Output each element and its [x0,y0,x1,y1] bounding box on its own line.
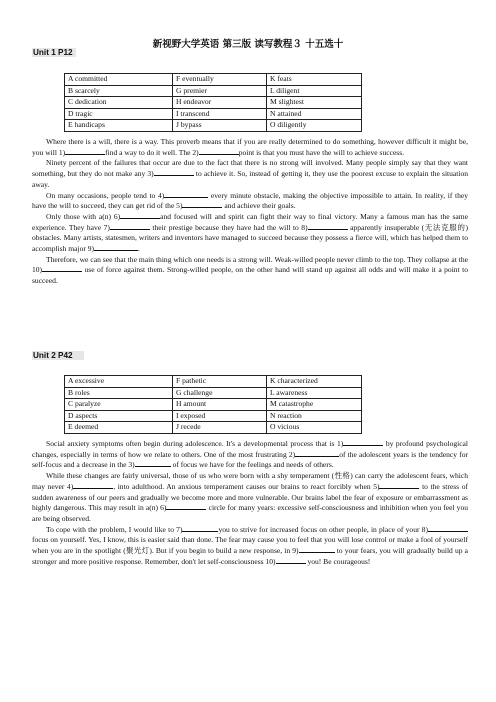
answer-blank[interactable] [154,169,194,176]
word-option: L diligent [267,85,362,97]
word-option: O diligently [267,120,362,132]
table-row [65,422,362,434]
unit2-heading: Unit 2 P42 [32,351,84,360]
table-row [65,410,362,422]
answer-blank[interactable] [120,212,160,219]
paragraph: Ninety percent of the failures that occur are due to the fact that there is no strong will involved. Many people simply say that they want something, but they do not make any 3) to achieve it. So, instead of getting it, they use the poorest excuse to explain the situation away. [32,158,468,189]
word-option: A committed [65,74,173,86]
answer-blank[interactable] [379,482,419,489]
unit1-passage [32,137,468,287]
table-row [65,387,362,399]
word-option: B scarcely [65,85,173,97]
answer-blank[interactable] [73,482,113,489]
table-row [65,376,362,388]
word-option: K characterized [267,376,362,388]
answer-blank[interactable] [110,223,150,230]
word-option: E handicaps [65,120,173,132]
word-option: H endeavor [173,97,267,109]
answer-blank[interactable] [65,148,105,155]
answer-blank[interactable] [428,525,468,532]
table-row [65,120,362,132]
word-option: J recede [173,422,267,434]
word-option: O vicious [267,422,362,434]
answer-blank[interactable] [164,191,208,198]
answer-blank[interactable] [276,557,306,564]
table-row [65,399,362,411]
unit2-word-bank [64,375,362,434]
unit1-heading: Unit 1 P12 [32,48,76,57]
word-option: K feats [267,74,362,86]
paragraph: On many occasions, people tend to 4) every minute obstacle, making the objective impossible to attain. In reality, if they have the will to succeed, they can get rid of the 5) and achieve their goals. [32,190,468,211]
answer-blank[interactable] [295,450,339,457]
unit1-word-bank [64,73,362,132]
word-option: E deemed [65,422,173,434]
word-option: C paralyze [65,399,173,411]
paragraph: Where there is a will, there is a way. This proverb means that if you are really determined to do something, however difficult it might be, you will 1) find a way to do it well. The 2) point is that you must have the will to achieve success. [32,137,468,157]
word-option: I transcend [173,108,267,120]
word-option: F eventually [173,74,267,86]
word-option: L awareness [267,387,362,399]
table-row [65,108,362,120]
word-option: N reaction [267,410,362,422]
paragraph: While these changes are fairly universal, those of us who were born with a shy temperament (性格) can carry the adolescent fears, which may never 4) , into adulthood. An anxious temperament causes our brains to react forcibly when 5) to the stress of sudden awareness of our peers and gradually we become more and more vulnerable. Our brains label the fear of exposure or embarrassment as highly dangerous. This may result in a(n) 6) circle for many years: excessive self-consciousness and inhibition when you feel you are being observed. [32,471,468,523]
unit2-passage [32,439,468,567]
word-option: H amount [173,399,267,411]
word-option: G challenge [173,387,267,399]
word-option: M catastrophe [267,399,362,411]
answer-blank[interactable] [343,439,383,446]
answer-blank[interactable] [182,201,222,208]
paragraph: To cope with the problem, I would like to 7) you to strive for increased focus on other people, in place of your 8) focus on yourself. Yes, I know, this is easier said than done. The fear may cause you to feel that you will lose control or make a fool of yourself when you are in the spotlight (聚光灯). But if you begin to build a new response, in 9) to your fears, you will gradually build up a stronger and more positive response. Remember, don't let self-consciousness 10) you! Be courageous! [32,524,468,566]
word-option: N attained [267,108,362,120]
word-option: A excessive [65,376,173,388]
paragraph: Social anxiety symptoms often begin during adolescence. It's a developmental process that is 1) by profound psychological changes, especially in terms of how we relate to others. One of the most frustrating 2) of the adolescent years is the tendency for self-focus and a decrease in the 3) of focus we have for the feelings and needs of others. [32,439,469,470]
table-row [65,85,362,97]
word-option: F pathetic [173,376,267,388]
word-option: I exposed [173,410,267,422]
answer-blank[interactable] [199,148,239,155]
word-option: C dedication [65,97,173,109]
word-option: D tragic [65,108,173,120]
answer-blank[interactable] [42,265,82,272]
word-option: B roles [65,387,173,399]
paragraph: Only those with a(n) 6) and focused will and spirit can fight their way to final victory. Many a famous man has the same experience. They have 7) their prestige because they have had the will to 8) apparently insuperable (无法克服的) obstacles. Many artists, statesmen, writers and inventors have managed to succeed because they possess a fierce will, which has helped them to accomplish major 9) . [32,211,468,254]
answer-blank[interactable] [166,503,206,510]
word-option: D aspects [65,410,173,422]
table-row [65,74,362,86]
answer-blank[interactable] [135,460,171,467]
table-row [65,97,362,109]
word-option: G premier [173,85,267,97]
paragraph: Therefore, we can see that the main thing which one needs is a strong will. Weak-willed people never climb to the top. They collapse at the 10) use of force against them. Strong-willed people, on the other hand will stand up against all odds and will make it a point to succeed. [32,254,468,286]
word-option: M slightest [267,97,362,109]
answer-blank[interactable] [182,525,218,532]
page-title: 新视野大学英语 第三版 读写教程３ 十五选十 [152,39,344,50]
word-option: J bypass [173,120,267,132]
answer-blank[interactable] [308,223,348,230]
answer-blank[interactable] [299,546,335,553]
answer-blank[interactable] [94,244,138,251]
